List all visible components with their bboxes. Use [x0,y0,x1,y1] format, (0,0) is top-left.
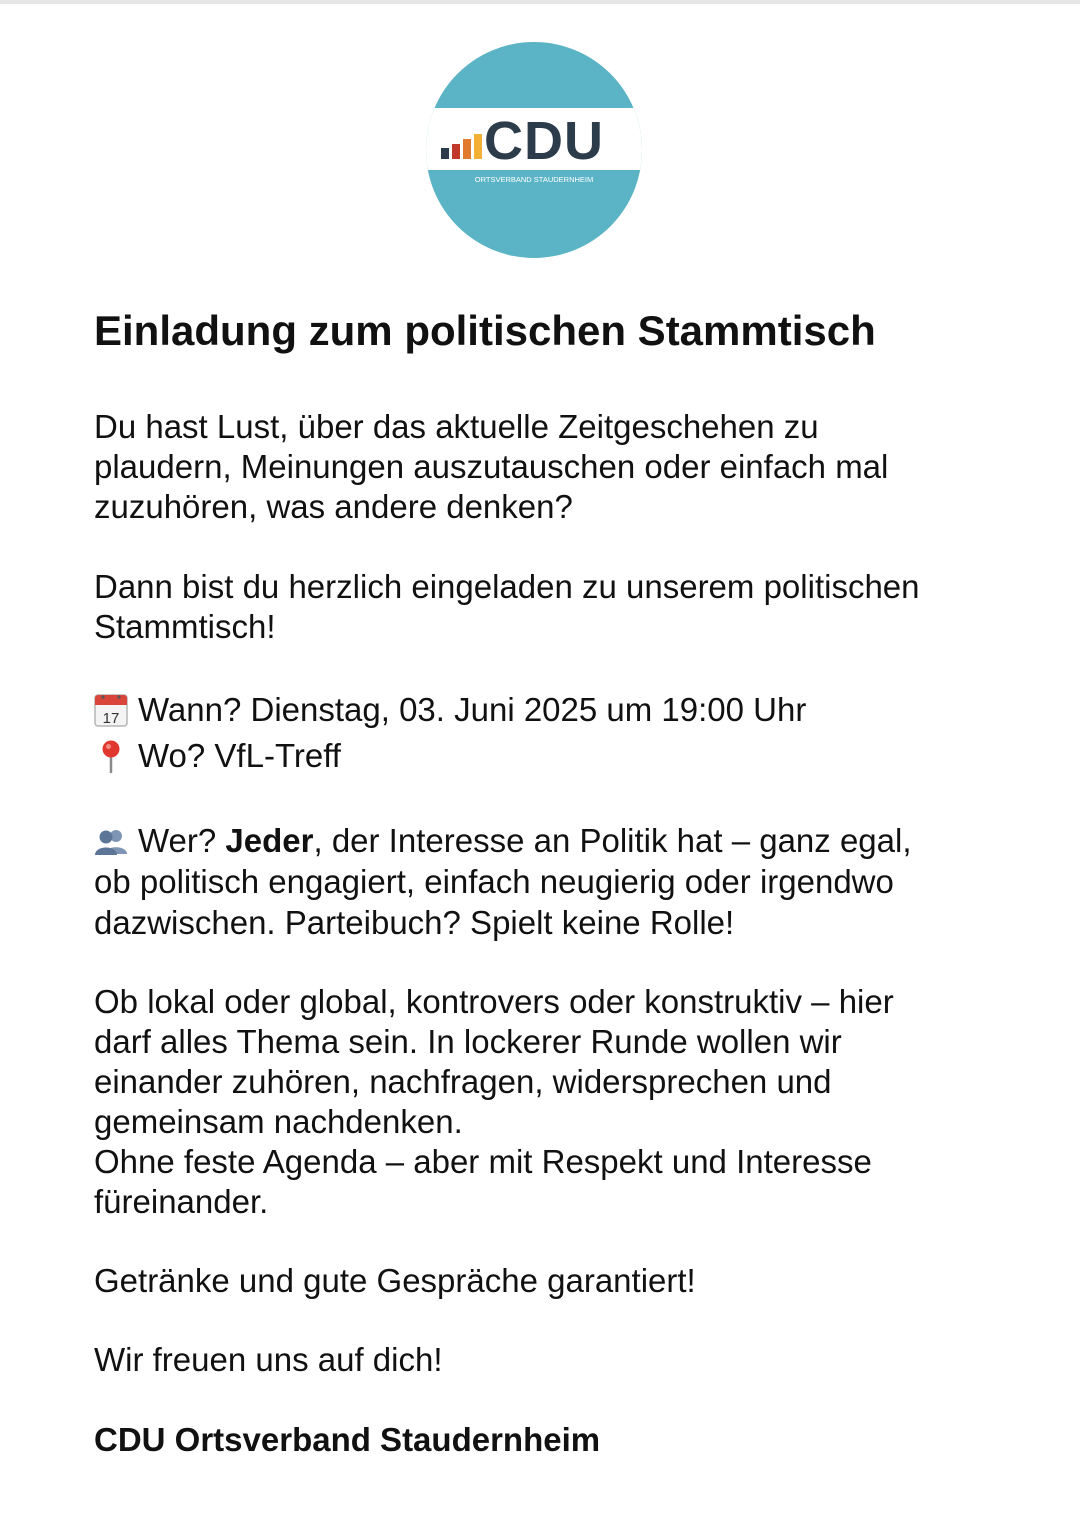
when-line [94,688,994,732]
people-icon [94,823,128,859]
who-bold: Jeder [225,822,314,859]
topics-line-5: Ohne feste Agenda – aber mit Respekt und Interesse [94,1143,872,1180]
who-line-3: dazwischen. Parteibuch? Spielt keine Rolle! [94,904,735,941]
who-text [138,820,912,861]
logo-subtitle: ORTSVERBAND STAUDERNHEIM [474,175,594,184]
closing-line: Wir freuen uns auf dich! [94,1341,443,1378]
topics-line-6: füreinander. [94,1183,269,1220]
who-line-2: ob politisch engagiert, einfach neugierig oder irgendwo [94,863,894,900]
logo-bar-2 [452,144,460,159]
topics-paragraph [94,982,994,1222]
signature: CDU Ortsverband Staudernheim [94,1421,601,1458]
topics-line-3: einander zuhören, nachfragen, widersprechen und [94,1063,832,1100]
calendar-icon-day: 17 [102,710,120,727]
logo-bar-4 [474,134,482,159]
topics-line-1: Ob lokal oder global, kontrovers oder konstruktiv – hier [94,983,894,1020]
drinks-line: Getränke und gute Gespräche garantiert! [94,1262,696,1299]
logo-wordmark: CDU [484,111,604,171]
invite-paragraph [94,567,994,647]
topics-line-4: gemeinsam nachdenken. [94,1103,463,1140]
logo-bar-3 [463,139,471,159]
calendar-icon [94,692,128,728]
topics-line-2: darf alles Thema sein. In lockerer Runde wollen wir [94,1023,842,1060]
top-edge [0,0,1080,4]
intro-paragraph [94,407,994,527]
intro-line-2: plaudern, Meinungen auszutauschen oder einfach mal [94,448,889,485]
intro-line-3: zuzuhören, was andere denken? [94,488,573,525]
intro-line-1: Du hast Lust, über das aktuelle Zeitgeschehen zu [94,408,819,445]
who-line-1 [94,820,994,861]
cdu-logo [425,40,643,260]
pin-icon [94,738,128,774]
event-details [94,688,994,778]
invite-line-1: Dann bist du herzlich eingeladen zu unserem politischen [94,568,920,605]
when-text: Wann? Dienstag, 03. Juni 2025 um 19:00 Uhr [138,691,807,728]
where-line [94,734,994,778]
who-paragraph [94,820,994,943]
who-suffix: , der Interesse an Politik hat – ganz egal, [313,822,912,859]
logo-bar-1 [441,148,449,159]
where-text: Wo? VfL-Treff [138,737,341,774]
invite-line-2: Stammtisch! [94,608,276,645]
page-title: Einladung zum politischen Stammtisch [94,307,876,354]
who-prefix: Wer? [138,822,226,859]
